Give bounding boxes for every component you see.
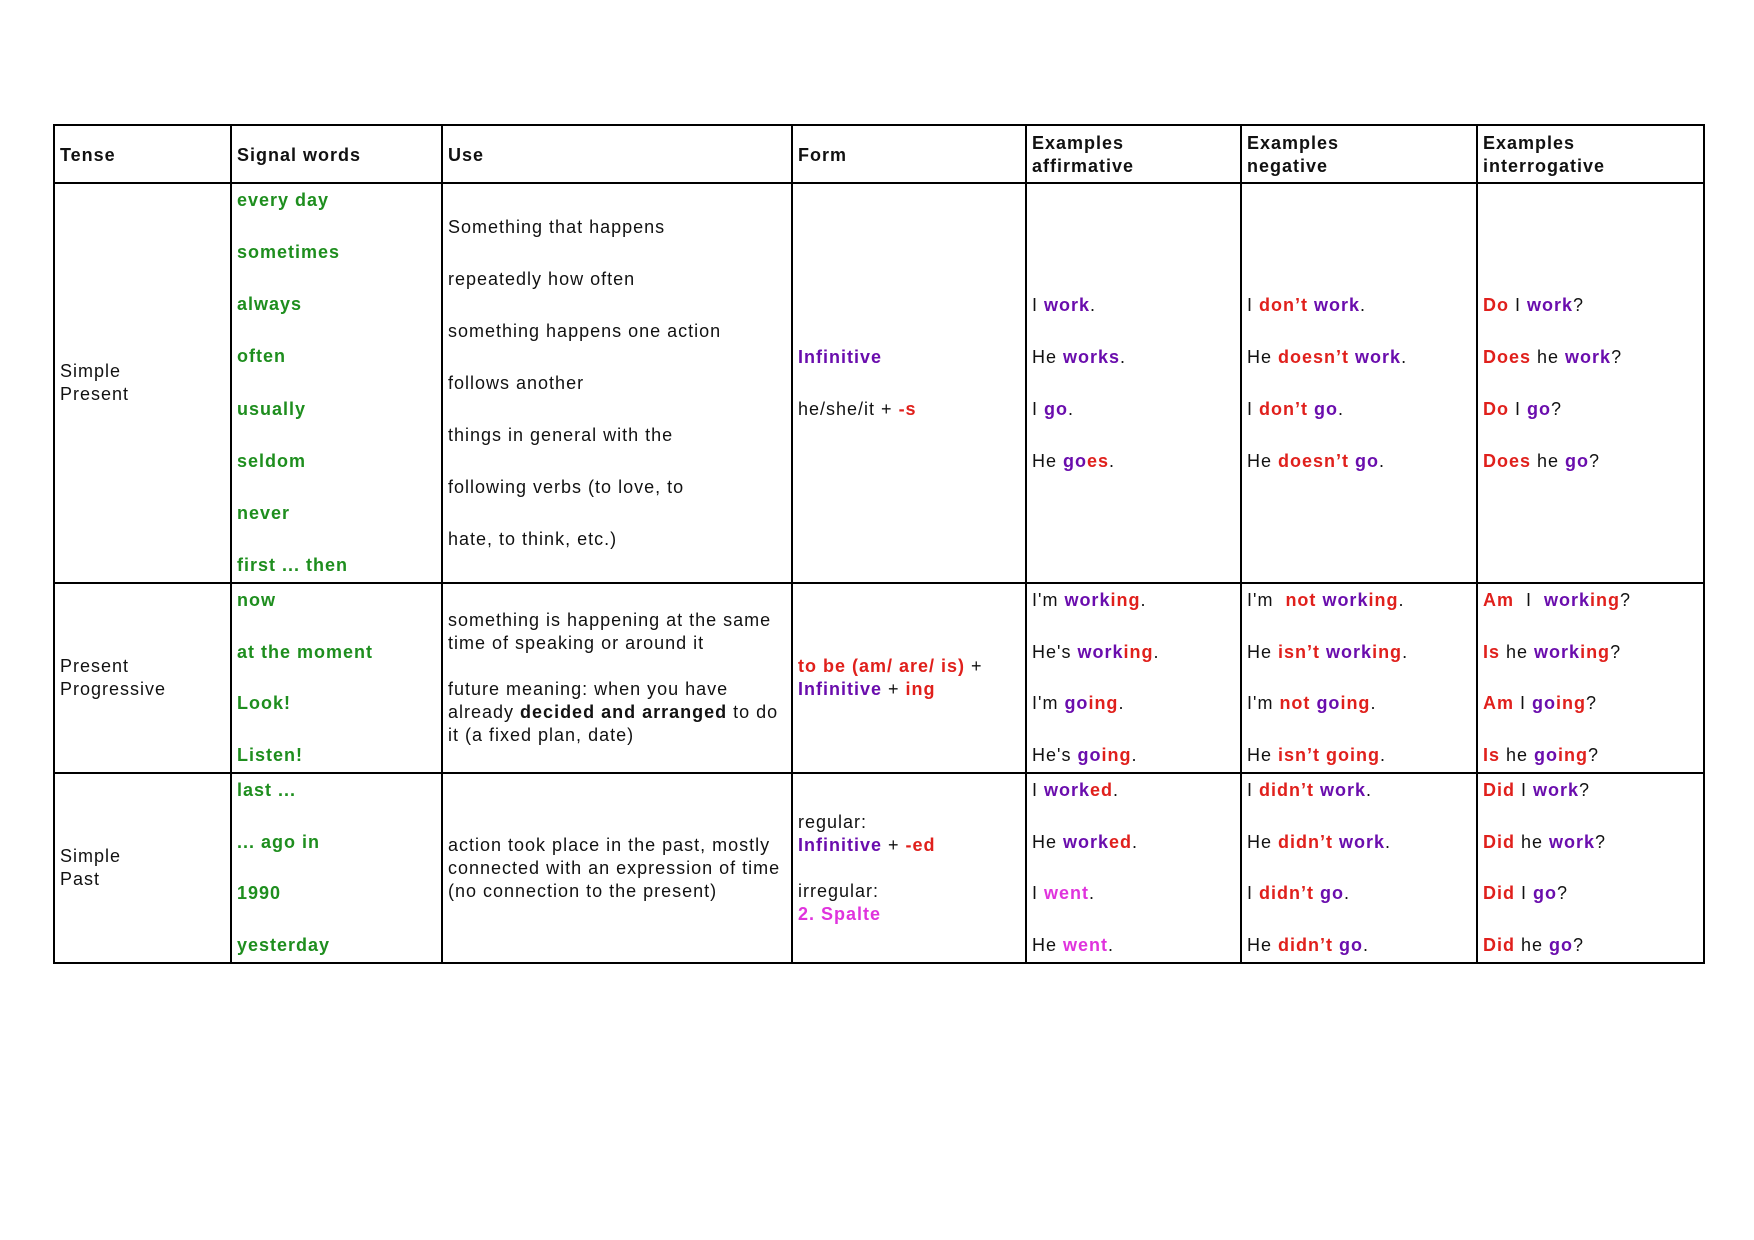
signal-words-cell: [231, 183, 442, 583]
tense-cell: [54, 583, 231, 773]
example-negative: He doesn’t go.: [1247, 450, 1386, 471]
example-interrogative: Does he work?: [1483, 346, 1623, 367]
signal-word: seldom: [237, 450, 307, 471]
use-line: something happens one action: [448, 320, 722, 341]
example-interrogative: Do I work?: [1483, 294, 1585, 315]
signal-word: every day: [237, 190, 330, 210]
use-cell: [442, 773, 792, 963]
use-text: something is happening at the same time of speaking or around it: [448, 610, 772, 653]
signal-word: last ...: [237, 780, 297, 800]
tense-name-line: Present: [60, 656, 130, 676]
use-line: Something that happens: [448, 216, 666, 237]
header-tense: Tense: [54, 125, 231, 183]
example-negative: I don’t go.: [1247, 398, 1345, 419]
form-cell: [792, 773, 1026, 963]
form-irregular: 2. Spalte: [798, 903, 882, 924]
header-row: [54, 125, 1704, 183]
example-affirmative: He goes.: [1032, 450, 1116, 471]
example-negative: He doesn’t work.: [1247, 346, 1408, 367]
tense-name-line: Simple: [60, 361, 122, 381]
header-negative: Examples negative: [1241, 125, 1477, 183]
form-regular: Infinitive + -ed: [798, 834, 936, 855]
form-third-person: [798, 398, 1020, 421]
use-line: follows another: [448, 372, 585, 393]
signal-word: first ... then: [237, 554, 349, 575]
header-signal-words: Signal words: [231, 125, 442, 183]
negative-cell: [1241, 773, 1477, 963]
example-interrogative: Am I going?: [1483, 693, 1598, 714]
interrogative-cell: [1477, 583, 1704, 773]
tense-name-line: Simple: [60, 846, 122, 866]
header-use: Use: [442, 125, 792, 183]
form-regular-label: regular:: [798, 811, 868, 832]
example-interrogative: Do I go?: [1483, 398, 1563, 419]
example-interrogative: Is he working?: [1483, 641, 1622, 662]
use-line: repeatedly how often: [448, 268, 636, 289]
signal-word: sometimes: [237, 242, 341, 263]
use-line: hate, to think, etc.): [448, 528, 618, 549]
example-interrogative: Does he go?: [1483, 450, 1601, 471]
example-negative: I don’t work.: [1247, 294, 1367, 315]
interrogative-cell: [1477, 183, 1704, 583]
affirmative-cell: [1026, 773, 1241, 963]
table-row-simple-present: [54, 183, 1704, 583]
header-affirmative: Examples affirmative: [1026, 125, 1241, 183]
tenses-table: [53, 124, 1705, 964]
example-negative: He didn’t go.: [1247, 934, 1370, 955]
example-negative: He isn’t going.: [1247, 744, 1387, 765]
tense-cell: [54, 773, 231, 963]
use-line: following verbs (to love, to: [448, 476, 685, 497]
form-irregular-label: irregular:: [798, 880, 880, 901]
form-text: he/she/it +: [798, 398, 899, 419]
example-affirmative: He went.: [1032, 934, 1115, 955]
table-row-present-progressive: [54, 583, 1704, 773]
signal-words-cell: [231, 773, 442, 963]
header-form: Form: [792, 125, 1026, 183]
interrogative-cell: [1477, 773, 1704, 963]
example-negative: I'm not going.: [1247, 693, 1377, 714]
signal-word: often: [237, 346, 286, 367]
example-interrogative: Did he work?: [1483, 831, 1607, 852]
example-affirmative: He's working.: [1032, 641, 1160, 662]
affirmative-cell: [1026, 183, 1241, 583]
signal-word: now: [237, 590, 276, 610]
signal-word: yesterday: [237, 934, 331, 955]
signal-word: 1990: [237, 883, 282, 904]
example-affirmative: I'm working.: [1032, 590, 1147, 610]
example-negative: He isn’t working.: [1247, 641, 1409, 662]
signal-word: never: [237, 502, 291, 523]
example-interrogative: Did he go?: [1483, 934, 1585, 955]
use-cell: [442, 183, 792, 583]
example-affirmative: I'm going.: [1032, 693, 1125, 714]
tense-cell: [54, 183, 231, 583]
example-interrogative: Did I work?: [1483, 780, 1591, 800]
signal-word: Look!: [237, 693, 291, 714]
tense-name-line: Present: [60, 384, 130, 404]
example-affirmative: I work.: [1032, 294, 1097, 315]
example-affirmative: He works.: [1032, 346, 1127, 367]
example-affirmative: I went.: [1032, 883, 1096, 904]
affirmative-cell: [1026, 583, 1241, 773]
example-interrogative: Am I working?: [1483, 590, 1632, 610]
example-negative: I didn’t go.: [1247, 883, 1351, 904]
example-negative: I'm not working.: [1247, 590, 1405, 610]
form-cell: [792, 583, 1026, 773]
tense-name-line: Progressive: [60, 679, 167, 699]
example-affirmative: I go.: [1032, 398, 1075, 419]
form-line: Infinitive + ing: [798, 679, 936, 699]
use-text: action took place in the past, mostly connected with an expression of time (no connection to the present): [448, 834, 781, 901]
signal-word: usually: [237, 398, 307, 419]
example-interrogative: Did I go?: [1483, 883, 1569, 904]
table-row-simple-past: [54, 773, 1704, 963]
signal-word: ... ago in: [237, 831, 321, 852]
form-ending: -s: [898, 398, 917, 419]
header-interrogative: Examples interrogative: [1477, 125, 1704, 183]
signal-word: at the moment: [237, 641, 374, 662]
signal-word: always: [237, 294, 303, 315]
example-interrogative: Is he going?: [1483, 744, 1600, 765]
form-line: to be (am/ are/ is) +: [798, 656, 983, 676]
example-affirmative: I worked.: [1032, 780, 1120, 800]
use-text: future meaning: when you have already decided and arranged to do it (a fixed plan, date): [448, 679, 779, 745]
negative-cell: [1241, 583, 1477, 773]
signal-words-cell: [231, 583, 442, 773]
example-negative: I didn’t work.: [1247, 780, 1373, 800]
use-line: things in general with the: [448, 424, 674, 445]
form-infinitive: Infinitive: [798, 346, 883, 367]
use-cell: [442, 583, 792, 773]
form-cell: [792, 183, 1026, 583]
negative-cell: [1241, 183, 1477, 583]
example-negative: He didn’t work.: [1247, 831, 1392, 852]
example-affirmative: He worked.: [1032, 831, 1139, 852]
signal-word: Listen!: [237, 744, 304, 765]
tense-name-line: Past: [60, 869, 101, 889]
example-affirmative: He's going.: [1032, 744, 1138, 765]
